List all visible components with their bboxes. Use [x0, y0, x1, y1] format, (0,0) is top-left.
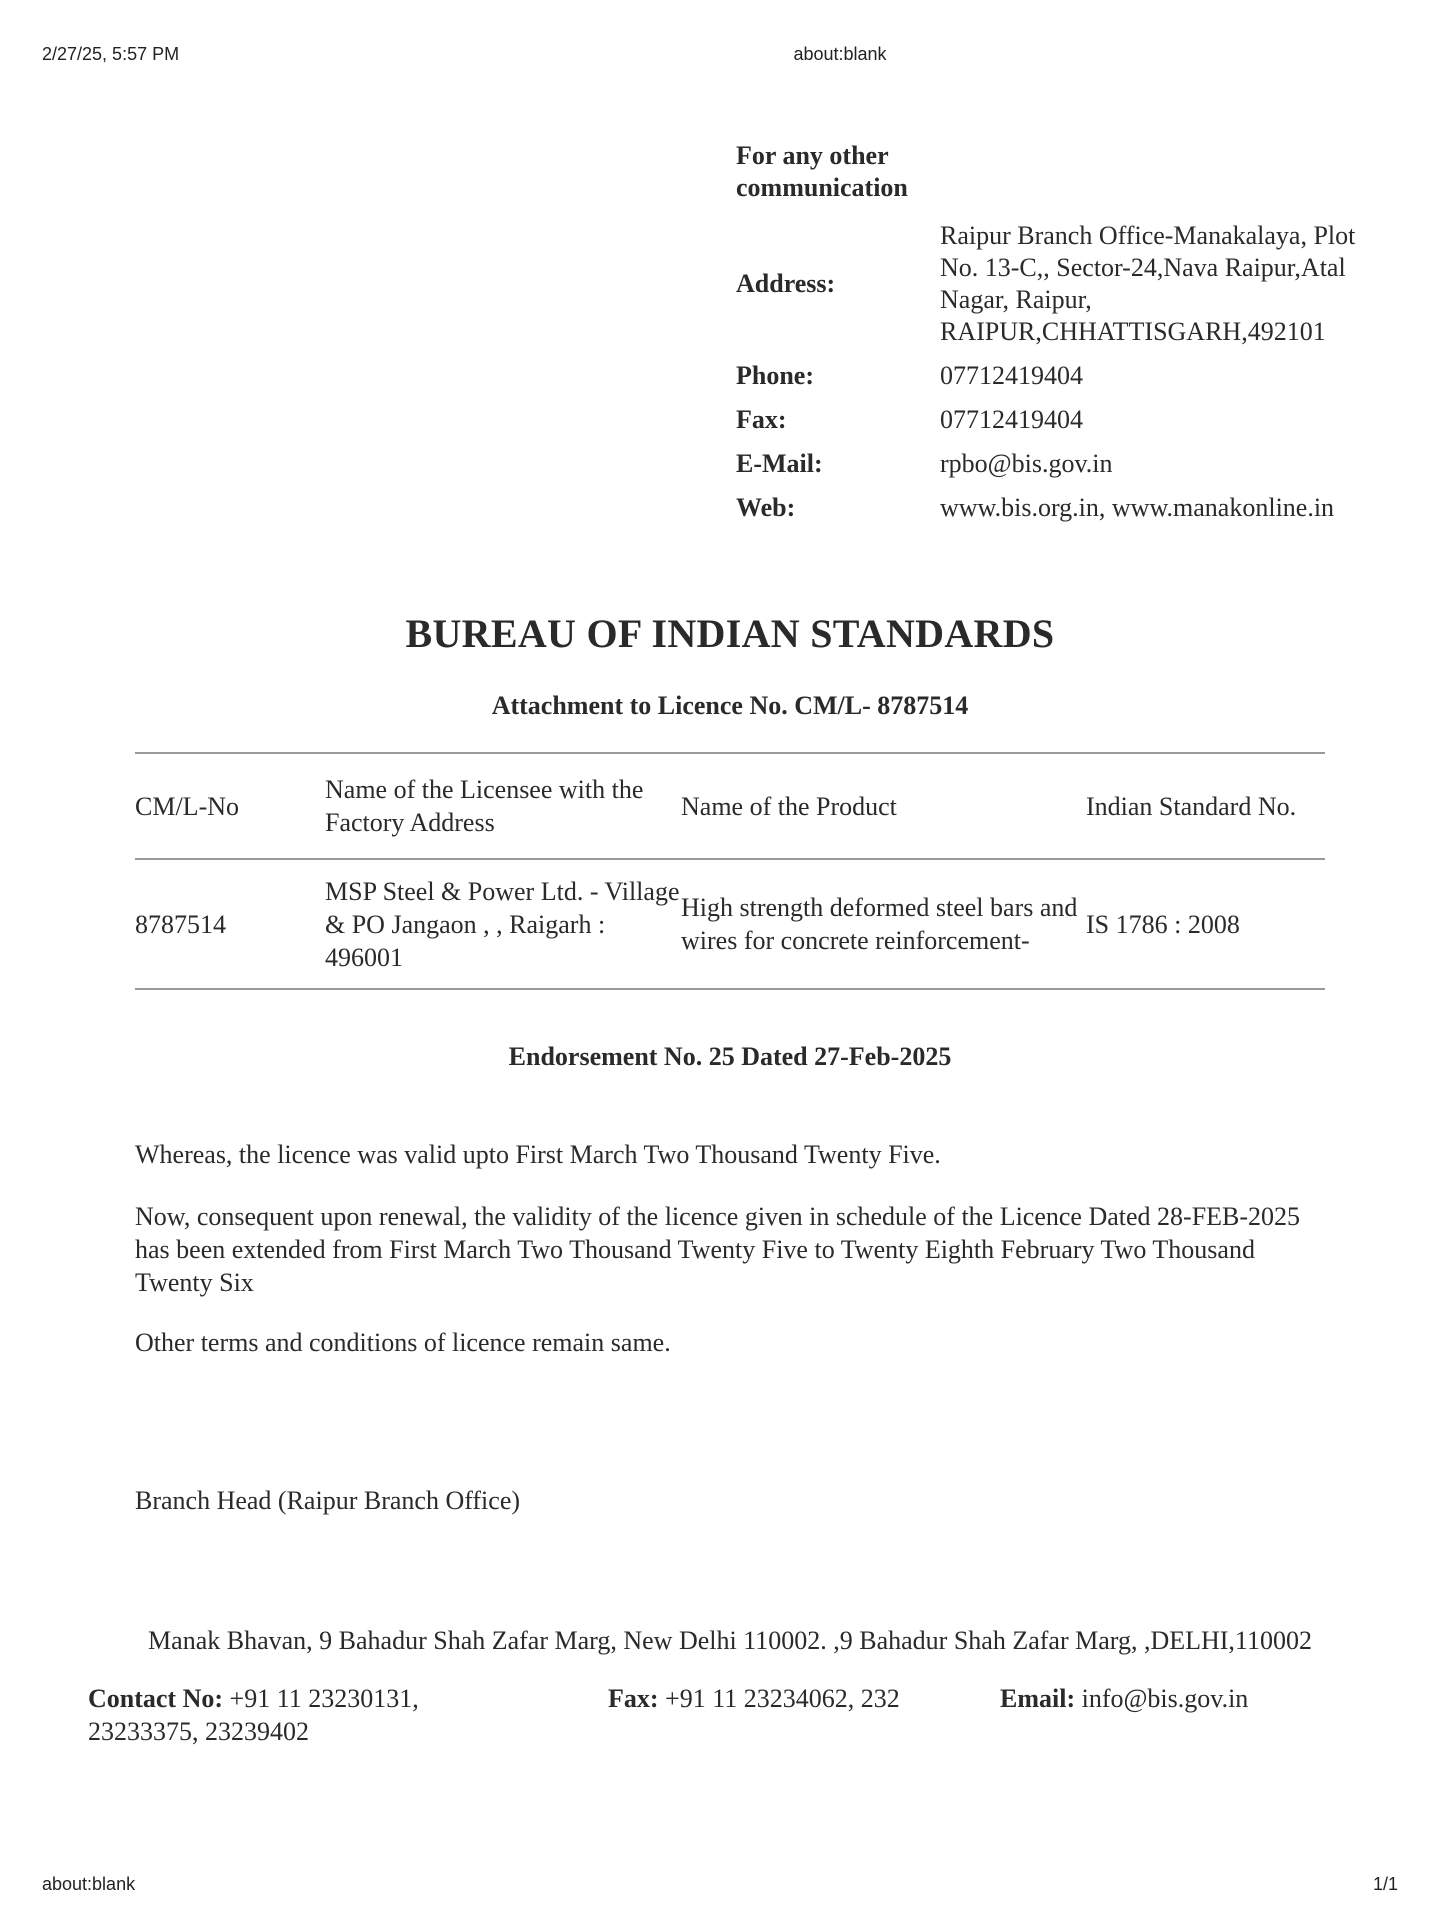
phone-value: 07712419404	[940, 361, 1083, 390]
column-header: Name of the Licensee with the Factory Address	[325, 775, 644, 837]
page-title: BUREAU OF INDIAN STANDARDS	[405, 611, 1055, 656]
table-header-row	[135, 752, 1325, 858]
paragraph: Now, consequent upon renewal, the validity of the licence given in schedule of the Licence Dated 28-FEB-2025 has been extended from First March Two Thousand Twenty Five to Twenty Eighth February Two Thousand Twenty Six	[135, 1202, 1301, 1297]
web-row	[736, 492, 1376, 524]
footer-contact-label: Contact No:	[88, 1684, 224, 1713]
table-row	[135, 858, 1325, 990]
footer-fax-value: +91 11 23234062, 232	[665, 1684, 900, 1713]
footer-email-value: info@bis.gov.in	[1081, 1684, 1249, 1713]
email-value: rpbo@bis.gov.in	[940, 449, 1113, 478]
footer-email	[1000, 1682, 1380, 1715]
footer-fax-label: Fax:	[608, 1684, 659, 1713]
phone-label: Phone:	[736, 361, 814, 390]
fax-row	[736, 404, 1376, 436]
footer-fax	[608, 1682, 968, 1715]
email-row	[736, 448, 1376, 480]
email-label: E-Mail:	[736, 449, 823, 478]
column-header: Indian Standard No.	[1086, 791, 1297, 821]
print-header-url: about:blank	[793, 44, 887, 64]
web-label: Web:	[736, 493, 796, 522]
column-header: CM/L-No	[135, 791, 239, 821]
address-label: Address:	[736, 269, 836, 298]
table-cell: MSP Steel & Power Ltd. - Village & PO Jangaon , , Raigarh : 496001	[325, 876, 680, 972]
fax-value: 07712419404	[940, 405, 1083, 434]
table-cell: IS 1786 : 2008	[1086, 909, 1240, 939]
phone-row	[736, 360, 1376, 392]
footer-email-label: Email:	[1000, 1684, 1076, 1713]
address-row	[736, 220, 1376, 348]
endorsement-heading: Endorsement No. 25 Dated 27-Feb-2025	[508, 1042, 952, 1071]
contact-heading: For any other communication	[736, 141, 908, 202]
paragraph: Whereas, the licence was valid upto First March Two Thousand Twenty Five.	[135, 1140, 941, 1169]
contact-block	[736, 140, 1376, 524]
table-cell: High strength deformed steel bars and wires for concrete reinforcement-	[681, 893, 1078, 955]
print-datetime: 2/27/25, 5:57 PM	[42, 44, 180, 64]
signatory: Branch Head (Raipur Branch Office)	[135, 1486, 521, 1515]
footer-address: Manak Bhavan, 9 Bahadur Shah Zafar Marg, New Delhi 110002. ,9 Bahadur Shah Zafar Marg, ,DELHI,110002	[148, 1626, 1312, 1655]
paragraph: Other terms and conditions of licence remain same.	[135, 1328, 671, 1357]
footer-contact-value: +91 11 23230131, 23233375, 23239402	[88, 1684, 419, 1746]
footer-contact	[88, 1682, 488, 1748]
licence-subtitle: Attachment to Licence No. CM/L- 8787514	[491, 691, 969, 720]
table-cell: 8787514	[135, 909, 226, 939]
page-number: 1/1	[1372, 1874, 1398, 1894]
fax-label: Fax:	[736, 405, 787, 434]
licence-table	[135, 752, 1325, 990]
address-value: Raipur Branch Office-Manakalaya, Plot No. 13-C,, Sector-24,Nava Raipur,Atal Nagar, Raipur, RAIPUR,CHHATTISGARH,492101	[940, 221, 1356, 346]
web-value: www.bis.org.in, www.manakonline.in	[940, 493, 1335, 522]
column-header: Name of the Product	[681, 791, 897, 821]
print-footer-url: about:blank	[42, 1874, 136, 1894]
